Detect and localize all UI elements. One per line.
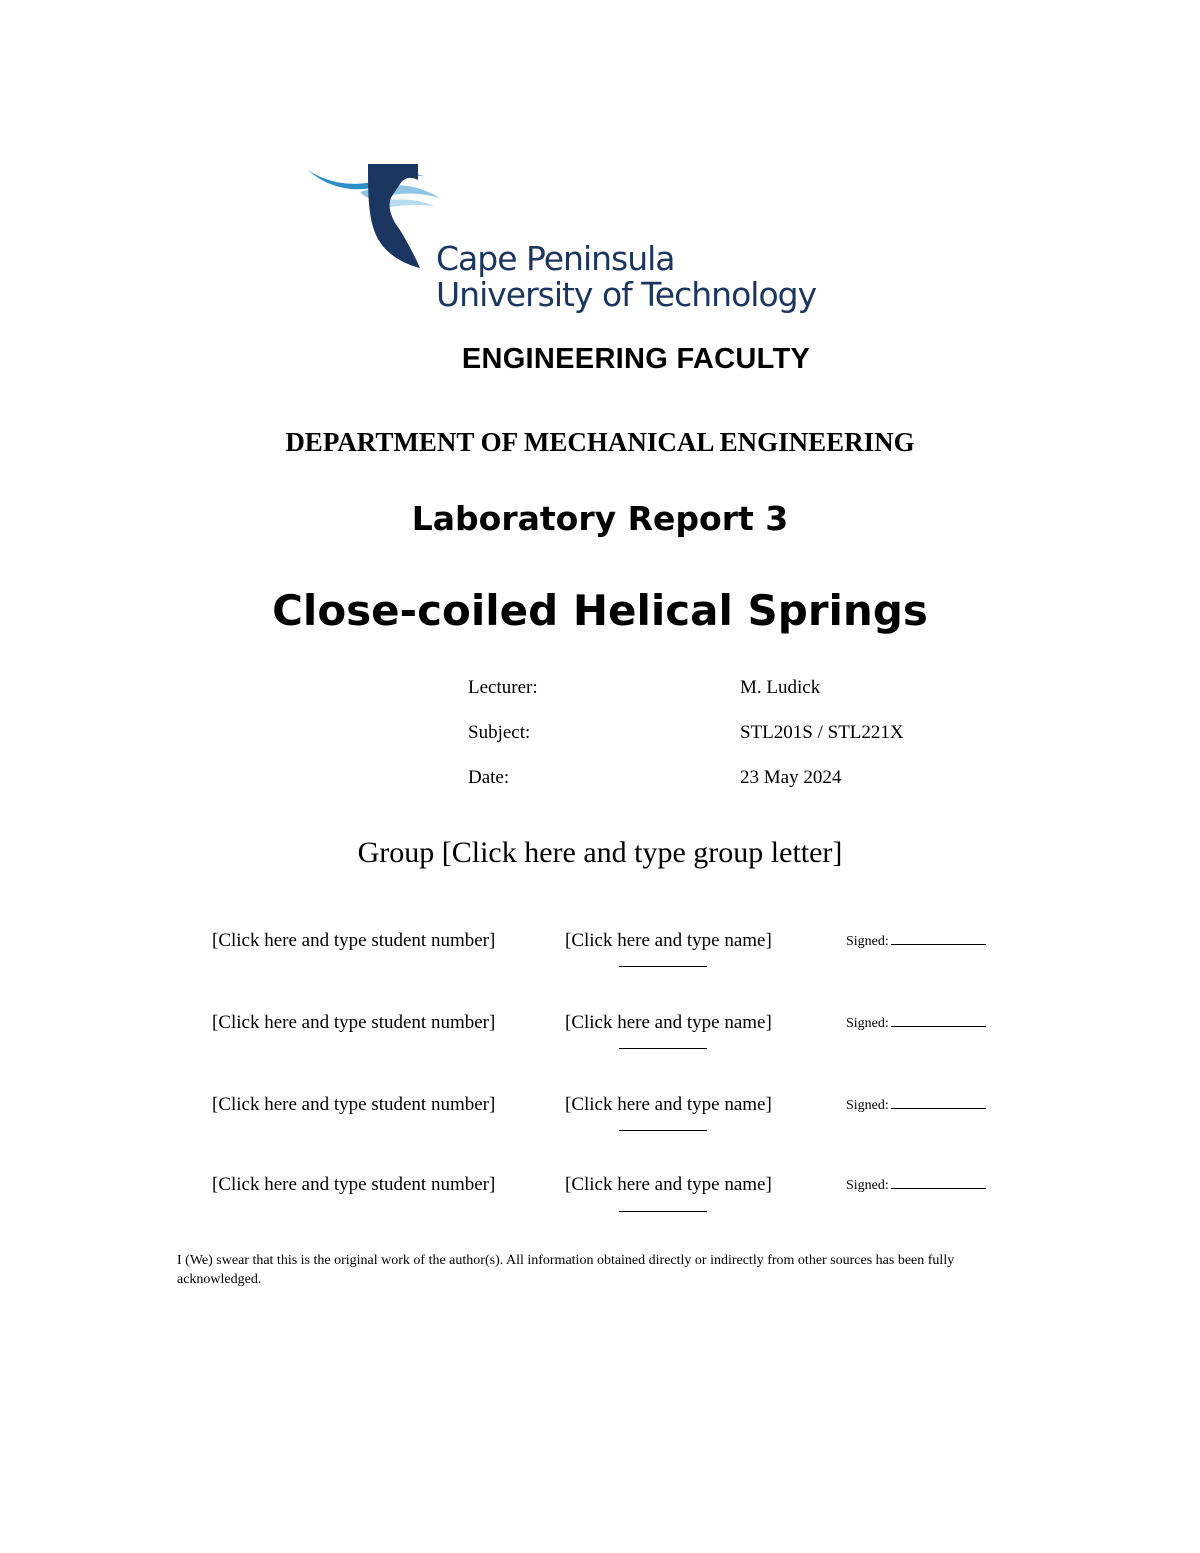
signature-field[interactable] [846, 934, 986, 950]
student-number-field[interactable]: [Click here and type student number] [212, 930, 496, 951]
name-underline [619, 1048, 707, 1049]
signature-field[interactable] [846, 1178, 986, 1194]
name-underline [619, 966, 707, 967]
signed-label: Signed: [846, 1016, 889, 1031]
name-underline [619, 1130, 707, 1131]
signature-line [891, 1108, 986, 1109]
signed-label: Signed: [846, 934, 889, 949]
date-label: Date: [468, 767, 510, 788]
declaration-text: I (We) swear that this is the original work of the author(s). All information obtained directly or indirectly from other sources has been fully acknowledged. [177, 1253, 955, 1287]
logo-line-2: University of Technology [436, 275, 817, 314]
date-value: 23 May 2024 [740, 767, 842, 788]
subject-label: Subject: [468, 722, 531, 743]
student-name-field[interactable]: [Click here and type name] [565, 1094, 772, 1115]
student-number-field[interactable]: [Click here and type student number] [212, 1174, 496, 1195]
lecturer-value: M. Ludick [740, 677, 821, 698]
report-number: Laboratory Report 3 [411, 499, 789, 538]
signature-field[interactable] [846, 1016, 986, 1032]
student-number-field[interactable]: [Click here and type student number] [212, 1012, 496, 1033]
student-name-field[interactable]: [Click here and type name] [565, 930, 772, 951]
logo-line-1: Cape Peninsula [436, 239, 675, 278]
university-logo [300, 150, 840, 325]
signed-label: Signed: [846, 1098, 889, 1113]
subject-value: STL201S / STL221X [740, 722, 904, 743]
lecturer-label: Lecturer: [468, 677, 538, 698]
student-number-field[interactable]: [Click here and type student number] [212, 1094, 496, 1115]
group-field[interactable]: Group [Click here and type group letter] [357, 836, 843, 869]
signed-label: Signed: [846, 1178, 889, 1193]
signature-line [891, 944, 986, 945]
student-name-field[interactable]: [Click here and type name] [565, 1012, 772, 1033]
signature-field[interactable] [846, 1098, 986, 1114]
faculty-heading: ENGINEERING FACULTY [461, 343, 811, 375]
cput-emblem-icon [300, 150, 450, 275]
logo-navy-block [368, 164, 420, 268]
signature-line [891, 1188, 986, 1189]
name-underline [619, 1211, 707, 1212]
report-title: Close-coiled Helical Springs [272, 586, 928, 635]
department-heading: DEPARTMENT OF MECHANICAL ENGINEERING [285, 427, 915, 457]
student-name-field[interactable]: [Click here and type name] [565, 1174, 772, 1195]
signature-line [891, 1026, 986, 1027]
